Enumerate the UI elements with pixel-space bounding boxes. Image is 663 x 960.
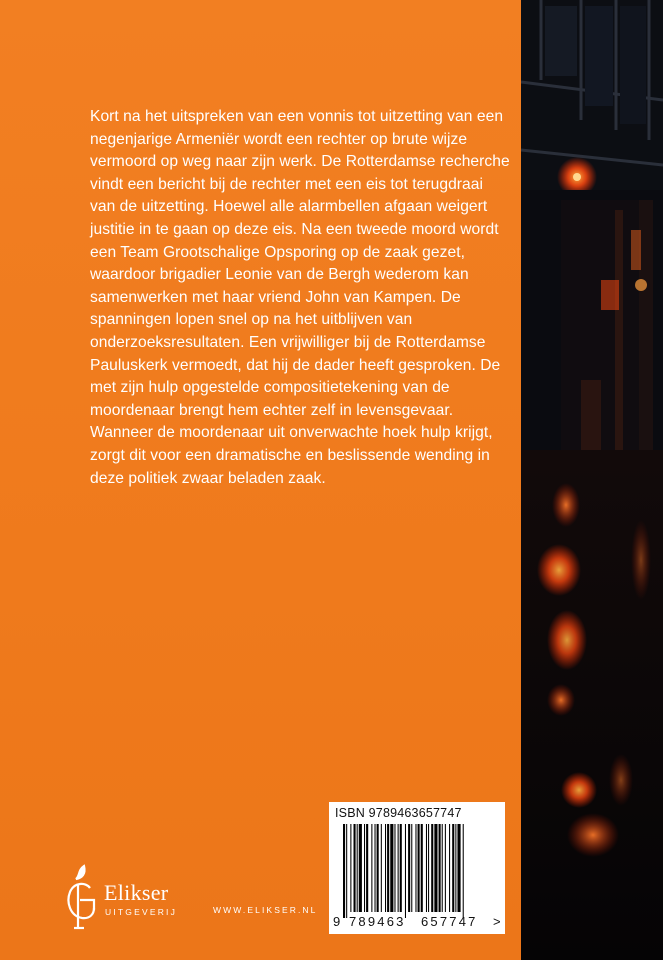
- publisher-name: Elikser: [104, 880, 169, 905]
- barcode: [329, 802, 505, 934]
- blurb-text: Kort na het uitspreken van een vonnis tot uitzetting van een negenjarige Armeniër wordt een rechter op brute wijze vermoord op weg naar zijn werk. De Rotterdamse recherche vindt een bericht bij de rechter met een eis tot terugdraai van de uitzetting. Hoewel alle alarmbellen afgaan weigert justitie in te gaan op deze eis. Na een tweede moord wordt een Team Grootschalige Opsporing op de zaak gezet, waardoor brigadier Leonie van de Bergh wederom kan samenwerken met haar vriend John van Kampen. De spanningen lopen snel op na het uitblijven van onderzoeksresultaten. Een vrijwilliger bij de Rotterdamse Pauluskerk vermoedt, dat hij de dader heeft gesproken. De met zijn hulp opgestelde compositietekening van de moordenaar brengt hem echter zelf in levensgevaar. Wanneer de moordenaar uit onverwachte hoek hulp krijgt, zorgt dit voor een dramatische en beslissende wending in deze politiek zwaar beladen zaak.: [90, 108, 510, 487]
- publisher-website: WWW.ELIKSER.NL: [213, 905, 318, 915]
- barcode-digit-arrow: >: [493, 914, 501, 929]
- barcode-digits-right: 657747: [421, 914, 478, 929]
- elikser-emblem-icon: [58, 862, 104, 932]
- night-city-photo: [521, 0, 663, 960]
- isbn-label: ISBN 9789463657747: [335, 806, 462, 820]
- barcode-digit-lead: 9: [333, 914, 341, 929]
- publisher-subtitle: UITGEVERIJ: [105, 907, 178, 917]
- barcode-digits-left: 789463: [349, 914, 406, 929]
- publisher-logo: [58, 862, 198, 932]
